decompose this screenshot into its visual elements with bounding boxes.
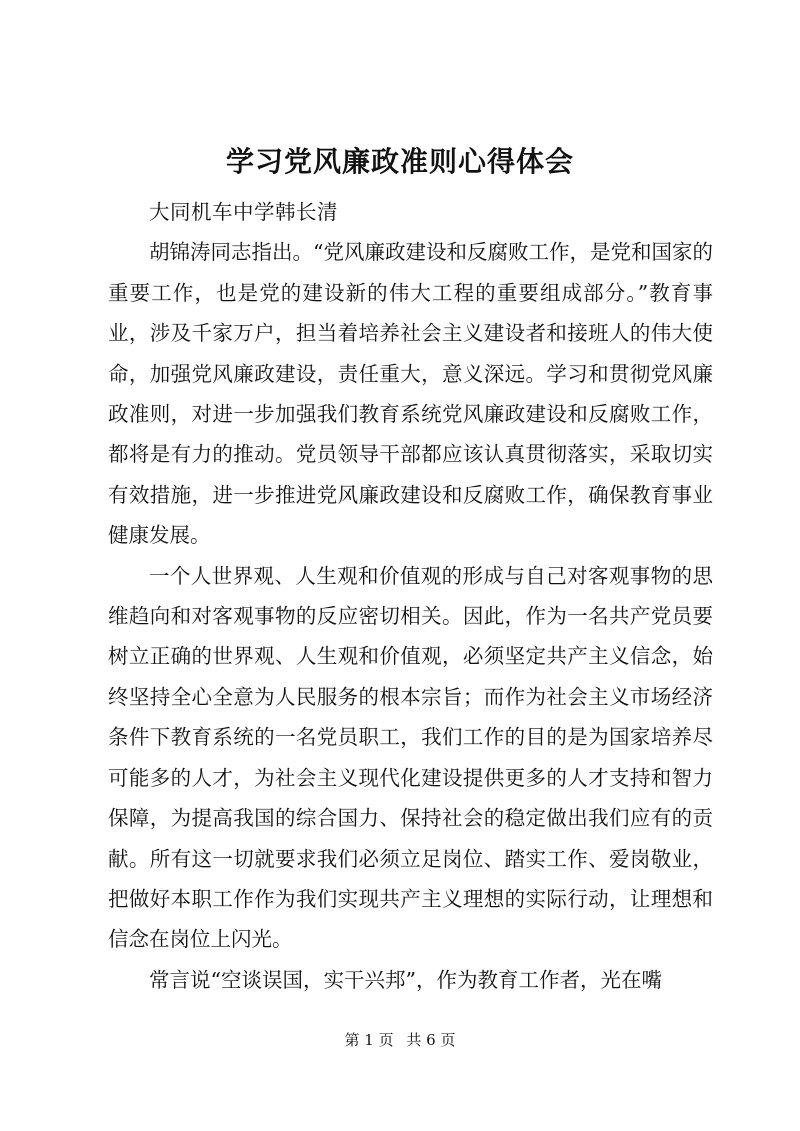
- page-footer: [0, 1030, 800, 1050]
- paragraph-2: 一个人世界观、人生观和价值观的形成与自己对客观事物的思维趋向和对客观事物的反应密切相关。因此，作为一名共产党员要树立正确的世界观、人生观和价值观，必须坚定共产主义信念，始终坚持全心全意为人民服务的根本宗旨；而作为社会主义市场经济条件下教育系统的一名党员职工，我们工作的目的是为国家培养尽可能多的人才，为社会主义现代化建设提供更多的人才支持和智力保障，为提高我国的综合国力、保持社会的稳定做出我们应有的贡献。所有这一切就要求我们必须立足岗位、踏实工作、爱岗敬业，把做好本职工作作为我们实现共产主义理想的实际行动，让理想和信念在岗位上闪光。: [108, 563, 713, 952]
- page-total: 共 6 页: [406, 1031, 456, 1049]
- page-number: 第 1 页: [344, 1031, 394, 1049]
- paragraph-1: 胡锦涛同志指出。“党风廉政建设和反腐败工作，是党和国家的重要工作，也是党的建设新的伟大工程的重要组成部分。”教育事业，涉及千家万户，担当着培养社会主义建设者和接班人的伟大使命，加强党风廉政建设，责任重大，意义深远。学习和贯彻党风廉政准则，对进一步加强我们教育系统党风廉政建设和反腐败工作，都将是有力的推动。党员领导干部都应该认真贯彻落实，采取切实有效措施，进一步推进党风廉政建设和反腐败工作，确保教育事业健康发展。: [108, 240, 713, 548]
- document-body: [108, 192, 713, 1000]
- paragraph-3: 常言说“空谈误国，实干兴邦”，作为教育工作者，光在嘴: [149, 967, 662, 992]
- author-line: 大同机车中学韩长清: [149, 200, 338, 224]
- document-title: 学习党风廉政准则心得体会: [225, 145, 574, 178]
